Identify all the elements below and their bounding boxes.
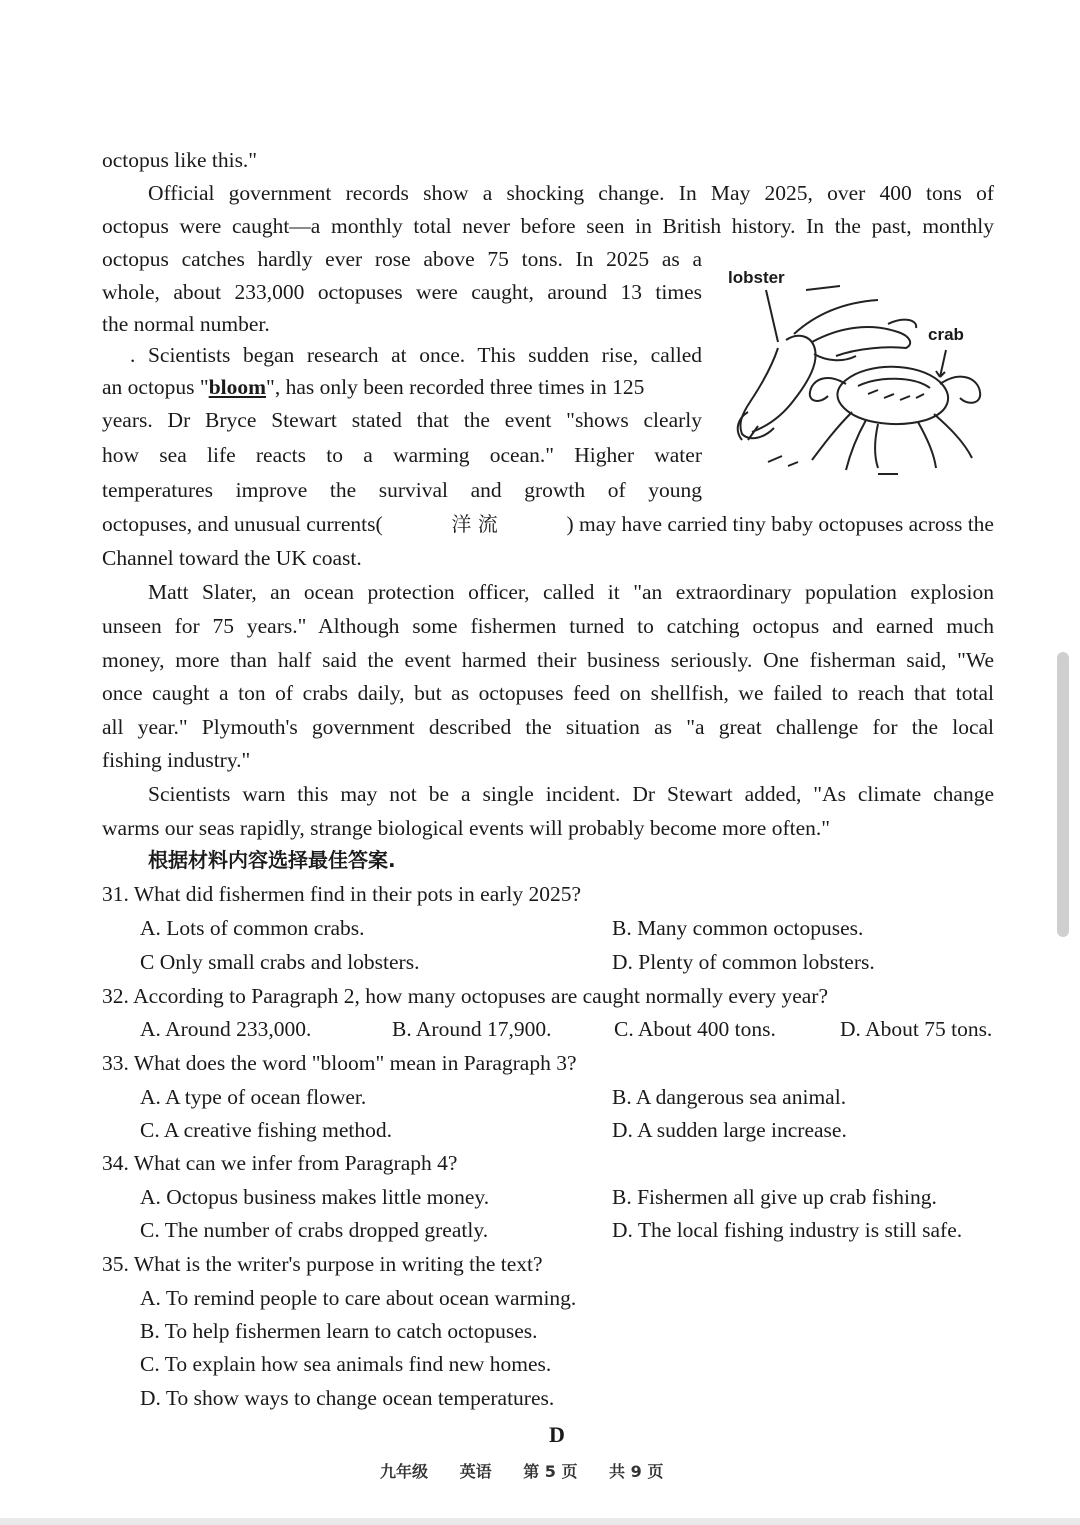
- q34-option-b[interactable]: B. Fishermen all give up crab fishing.: [612, 1185, 937, 1209]
- passage-line: Channel toward the UK coast.: [102, 546, 362, 570]
- question-31: 31. What did fishermen find in their pots in early 2025?: [102, 882, 582, 906]
- passage-line: how sea life reacts to a warming ocean." Higher water: [102, 443, 702, 467]
- footer-grade: 九年级: [380, 1462, 429, 1481]
- text-fragment: octopuses, and unusual currents(: [102, 512, 383, 536]
- passage-line: octopus catches hardly ever rose above 75 tons. In 2025 as a: [102, 247, 702, 271]
- q34-option-d[interactable]: D. The local fishing industry is still safe.: [612, 1218, 963, 1242]
- q33-option-d[interactable]: D. A sudden large increase.: [612, 1118, 847, 1142]
- passage-line: money, more than half said the event harmed their business seriously. One fisherman said, "We: [102, 648, 994, 672]
- footer-total: 共 9 页: [609, 1462, 664, 1481]
- passage-line: fishing industry.": [102, 748, 251, 772]
- q32-option-a[interactable]: A. Around 233,000.: [140, 1017, 312, 1041]
- footer-page: 第 5 页: [523, 1462, 578, 1481]
- passage-line: octopus like this.": [102, 148, 258, 172]
- passage-line: Scientists warn this may not be a single incident. Dr Stewart added, "As climate change: [148, 782, 994, 806]
- q35-option-d[interactable]: D. To show ways to change ocean temperatures.: [140, 1386, 555, 1410]
- passage-line: years. Dr Bryce Stewart stated that the event "shows clearly: [102, 408, 702, 432]
- q33-option-a[interactable]: A. A type of ocean flower.: [140, 1085, 367, 1109]
- bloom-word: bloom: [208, 375, 267, 399]
- chinese-gloss: 洋 流: [451, 512, 498, 536]
- crustacean-drawing-icon: [728, 262, 993, 487]
- q31-option-d[interactable]: D. Plenty of common lobsters.: [612, 950, 875, 974]
- text-fragment: an octopus ": [102, 375, 209, 399]
- passage-line: . Scientists began research at once. This sudden rise, called: [130, 343, 702, 367]
- label-lobster: lobster: [728, 268, 785, 287]
- passage-line: [102, 514, 994, 536]
- label-crab: crab: [928, 325, 964, 344]
- question-34: 34. What can we infer from Paragraph 4?: [102, 1151, 458, 1175]
- passage-line: warms our seas rapidly, strange biological events will probably become more often.": [102, 816, 831, 840]
- passage-line: the normal number.: [102, 312, 270, 336]
- passage-line: all year." Plymouth's government described the situation as "a great challenge for the local: [102, 715, 994, 739]
- instruction: 根据材料内容选择最佳答案.: [148, 848, 396, 872]
- q32-option-c[interactable]: C. About 400 tons.: [614, 1017, 776, 1041]
- bottom-edge: [0, 1518, 1080, 1525]
- question-32: 32. According to Paragraph 2, how many octopuses are caught normally every year?: [102, 984, 828, 1008]
- passage-line: Official government records show a shocking change. In May 2025, over 400 tons of: [148, 181, 994, 205]
- passage-line: temperatures improve the survival and growth of young: [102, 478, 702, 502]
- passage-line: once caught a ton of crabs daily, but as octopuses feed on shellfish, we failed to reach that total: [102, 681, 994, 705]
- q34-option-a[interactable]: A. Octopus business makes little money.: [140, 1185, 490, 1209]
- passage-line: Matt Slater, an ocean protection officer, called it "an extraordinary population explosion: [148, 580, 994, 604]
- q33-option-c[interactable]: C. A creative fishing method.: [140, 1118, 392, 1142]
- q31-option-a[interactable]: A. Lots of common crabs.: [140, 916, 365, 940]
- q33-option-b[interactable]: B. A dangerous sea animal.: [612, 1085, 847, 1109]
- passage-line: octopus were caught—a monthly total never before seen in British history. In the past, monthly: [102, 214, 994, 238]
- passage-line: [102, 377, 702, 399]
- scrollbar-thumb[interactable]: [1057, 652, 1069, 937]
- q32-option-d[interactable]: D. About 75 tons.: [840, 1017, 993, 1041]
- passage-line: unseen for 75 years." Although some fishermen turned to catching octopus and earned much: [102, 614, 994, 638]
- q35-option-a[interactable]: A. To remind people to care about ocean warming.: [140, 1286, 577, 1310]
- page-footer: [380, 1459, 689, 1482]
- q31-option-c[interactable]: C Only small crabs and lobsters.: [140, 950, 420, 974]
- text-fragment: ) may have carried tiny baby octopuses across the: [566, 512, 994, 536]
- q34-option-c[interactable]: C. The number of crabs dropped greatly.: [140, 1218, 489, 1242]
- question-33: 33. What does the word "bloom" mean in Paragraph 3?: [102, 1051, 577, 1075]
- text-fragment: ", has only been recorded three times in 125: [266, 375, 645, 399]
- q35-option-c[interactable]: C. To explain how sea animals find new homes.: [140, 1352, 552, 1376]
- q35-option-b[interactable]: B. To help fishermen learn to catch octopuses.: [140, 1319, 538, 1343]
- q31-option-b[interactable]: B. Many common octopuses.: [612, 916, 864, 940]
- lobster-crab-illustration: [728, 262, 993, 487]
- q32-option-b[interactable]: B. Around 17,900.: [392, 1017, 552, 1041]
- section-letter: D: [549, 1422, 565, 1447]
- passage-line: whole, about 233,000 octopuses were caught, around 13 times: [102, 280, 702, 304]
- question-35: 35. What is the writer's purpose in writing the text?: [102, 1252, 543, 1276]
- footer-subject: 英语: [459, 1462, 492, 1481]
